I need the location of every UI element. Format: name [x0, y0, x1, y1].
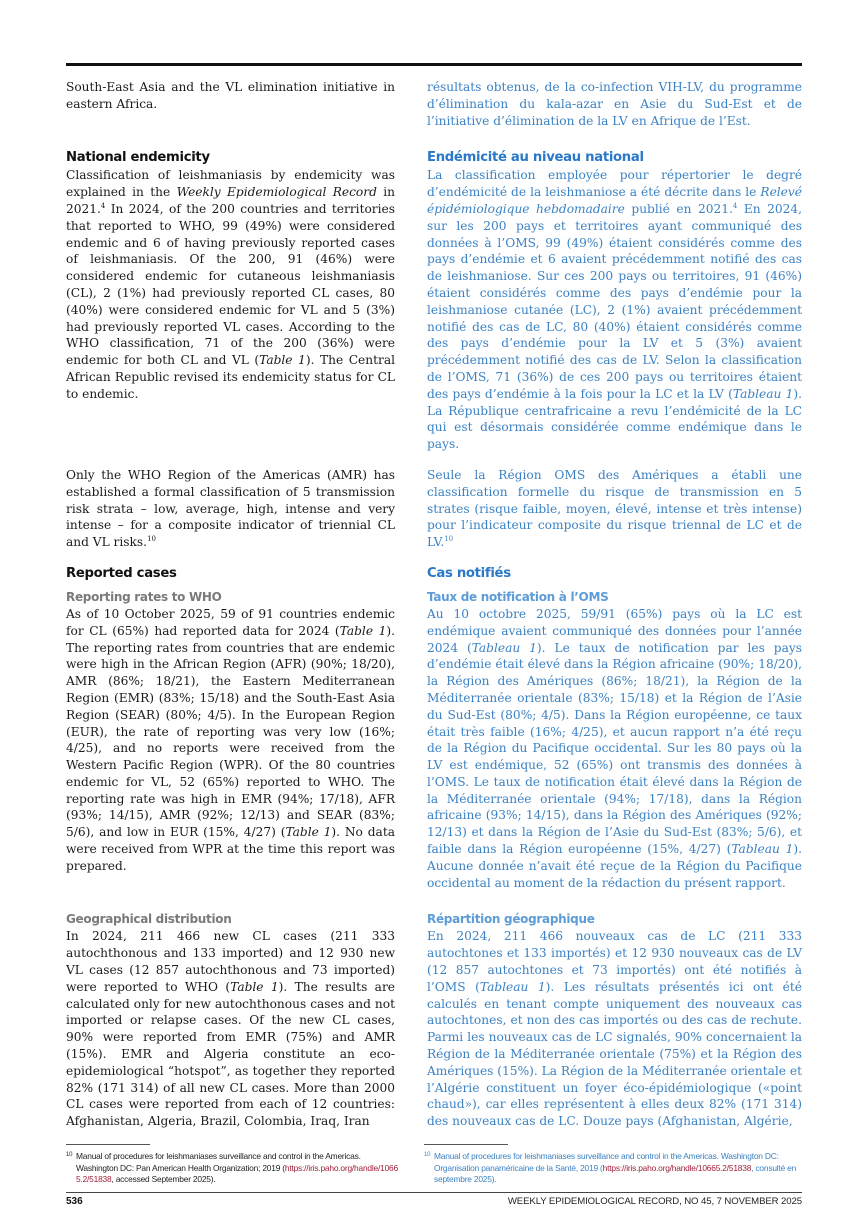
text: ). The Central African Republic revised its endemicity status for CL to endemic. [66, 353, 395, 401]
footnote-number: 10 [424, 1152, 431, 1158]
text: ). No data were received from WPR at the time this report was prepared. [66, 825, 395, 873]
text: , consulté en septembre 2025). [434, 1162, 797, 1184]
top-rule [66, 63, 802, 66]
text: ). Aucune donnée n’avait été reçue de la Région du Pacifique occidental au moment de la rédaction du présent rapport. [427, 842, 802, 890]
footnote-block-fr [424, 1144, 802, 1186]
text: ). La République centrafricaine a revu l’endémicité de la LC qui est désormais considérée comme endémique dans le pays. [427, 386, 803, 452]
footnote-number: 10 [66, 1152, 73, 1158]
table-ref: Table 1 [259, 353, 306, 368]
footnote-link[interactable]: https://iris.paho.org/handle/10665.2/51838 [602, 1162, 752, 1173]
english-column-amr [66, 467, 395, 551]
footnote-ref: 10 [147, 535, 156, 544]
text: Manual of procedures for leishmaniases surveillance and control in the Americas. Washington DC: Organisation panaméricaine de la Santé, 2019 ( [434, 1151, 779, 1173]
french-column-amr [427, 467, 802, 551]
spacer [66, 129, 802, 149]
text: La classification employée pour répertorier le degré d’endémicité de la leishmaniose a été décrite dans le [427, 168, 802, 200]
row-intro [66, 79, 802, 129]
english-column-endemicity [66, 149, 395, 402]
footnote-ref: 4 [732, 201, 738, 210]
footnote-rule-fr [424, 1144, 508, 1145]
footnote-body [66, 1151, 401, 1186]
journal-title: Weekly Epidemiological Record [176, 185, 377, 200]
table-ref: Tableau 1 [731, 842, 794, 857]
text: ). The reporting rates from countries that are endemic were high in the African Region (AFR) (90%; 18/20), AMR (86%; 18/21), the Eastern Mediterranean Region (EMR) (83%; 15/18) and the South-East Asia Region (SEAR) (80%; 4/5). In the European Region (EUR), the rate of reporting was very low (16%; 4/25), and no reports were received from the Western Pacific Region (WPR). Of the 80 countries endemic for VL, 52 (65%) reported to WHO. The reporting rate was high in EMR (94%; 17/18), AFR (93%; 14/15), AMR (92%; 12/13) and SEAR (83%; 5/6), and low in EUR (15%, 4/27) ( [66, 623, 395, 840]
paragraph-national-endemicity-en [66, 167, 395, 402]
text: ). The results are calculated only for new autochthonous cases and not imported or relapse cases. Of the new CL cases, 90% were reported from EMR (75%) and AMR (15%). EMR and Algeria constitute an eco-epidemiological “hotspot”, as together they reported 82% (171 314) of all new CL cases. More than 2000 CL cases were reported from each of 12 countries: Afghanistan, Algeria, Brazil, Colombia, Iraq, Iran [66, 979, 395, 1129]
text: Au 10 octobre 2025, 59/91 (65%) pays où la LC est endémique avaient communiqué des données pour l’année 2024 ( [427, 606, 802, 655]
running-footer: WEEKLY EPIDEMIOLOGICAL RECORD, NO 45, 7 NOVEMBER 2025 [507, 1195, 802, 1207]
french-column-endemicity [427, 149, 802, 453]
paragraph-national-endemicity-fr [427, 167, 802, 453]
paragraph-amr-classification-en [66, 467, 395, 551]
paragraph-geographical-distribution-en [66, 928, 395, 1130]
table-ref: Table 1 [285, 825, 332, 840]
row-national-endemicity [66, 149, 802, 453]
text: Manual of procedures for leishmaniases surveillance and control in the Americas. Washington DC: Pan American Health Organization; 2019 ( [76, 1151, 361, 1173]
text: Only the WHO Region of the Americas (AMR) has established a formal classification of 5 transmission risk strata – low, average, high, intense and very intense – for a composite indicator of triennial CL and VL risks. [66, 467, 395, 550]
table-ref: Table 1 [339, 623, 387, 638]
footnote-body [424, 1151, 802, 1186]
row-reporting-rates [66, 565, 802, 892]
intro-tail-fr: résultats obtenus, de la co-infection VIH-LV, du programme d’élimination du kala-azar en Asie du Sud-Est et de l’initiative d’élimination de la LV en Afrique de l’Est. [427, 80, 802, 128]
subheading-repartition-geographique: Répartition géographique [427, 912, 595, 927]
page-footer [66, 1193, 802, 1227]
text: publié en 2021. [624, 201, 733, 216]
row-amr-classification [66, 467, 802, 551]
text: ). Les résultats présentés ici ont été calculés en tenant compte uniquement des nouveaux cas autochtones, et non des cas importés ou des cas de rechute. Parmi les nouveaux cas de LC signalés, 90% concernaient la Région de la Méditerranée orientale (75%) et la Région des Amériques (15%). La Région de la Méditerranée orientale et l’Algérie constituent un foyer éco-épidémiologique («point chaud»), car elles représentent à elles deux 82% (171 314) des nouveaux cas de LC. Douze pays (Afghanistan, Algérie, [427, 979, 802, 1129]
text: En 2024, 211 466 nouveaux cas de LC (211 333 autochtones et 133 importés) et 12 930 nouveaux cas de LV (12 857 autochtones et 73 importés) ont été notifiés à l’OMS ( [427, 929, 802, 994]
footnotes-row [66, 1144, 802, 1186]
table-ref: Table 1 [230, 979, 279, 994]
text: ). Le taux de notification par les pays d’endémie était élevé dans la Région africaine (90%; 18/20), la Région des Amériques (86%; 18/21), la Région de la Méditerranée orientale (83%; 15/18) et la Région de l’Asie du Sud-Est (80%; 4/5). Dans la Région européenne, ce taux était très faible (16%; 4/25), et aucun rapport n’a été reçu de la Région du Pacifique occidental. Sur les 80 pays où la LV est endémique, 52 (65%) ont transmis des données à l’OMS. Le taux de notification était élevé dans la Région de la Méditerranée orientale (94%; 17/18), dans la Région africaine (93%; 14/15), dans la Région des Amériques (92%; 12/13) et dans la Région de l’Asie du Sud-Est (83%; 5/6), et faible dans la Région européenne (15%, 4/27) ( [427, 640, 802, 857]
table-ref: Tableau 1 [479, 979, 546, 994]
heading-cas-notifies: Cas notifiés [427, 565, 511, 581]
english-column-geo [66, 911, 395, 1130]
table-ref: Tableau 1 [471, 640, 537, 655]
subheading-geographical-distribution: Geographical distribution [66, 912, 232, 927]
paragraph-reporting-rates-en [66, 606, 395, 875]
footnote-en [66, 1151, 401, 1186]
paragraph-reporting-rates-fr [427, 606, 802, 892]
subheading-taux-notification: Taux de notification à l’OMS [427, 589, 609, 604]
footnote-ref: 10 [444, 535, 454, 544]
text: Classification of leishmaniasis by endemicity was explained in the [66, 168, 395, 200]
text: In 2024, 211 466 new CL cases (211 333 autochthonous and 133 imported) and 12 930 new VL cases (12 857 autochthonous and 73 imported) were reported to WHO ( [66, 929, 395, 994]
heading-national-endemicity: National endemicity [66, 150, 210, 166]
footnote-fr [424, 1151, 802, 1186]
footnote-link[interactable]: https://iris.paho.org/handle/10665.2/51838 [76, 1162, 398, 1184]
text: En 2024, sur les 200 pays et territoires ayant communiqué des données à l’OMS, 99 (49%) étaient considérés comme des pays d’endémie et 6 avaient précédemment notifié des cas de leishmaniose. Sur ces 200 pays ou territoires, 91 (46%) étaient considérés comme des pays d’endémie pour la leishmaniose cutanée (LC), 2 (1%) avaient précédemment notifié des cas de LC, 80 (40%) étaient considérés comme des pays d’endémie pour la LV et 5 (3%) avaient précédemment notifié des cas de LV. Selon la classification de l’OMS, 71 (36%) de ces 200 pays ou territoires étaient des pays d’endémie à la fois pour la LC et la LV ( [427, 201, 802, 401]
table-ref: Tableau 1 [732, 386, 794, 401]
english-column-reporting [66, 565, 395, 875]
heading-reported-cases: Reported cases [66, 565, 177, 581]
intro-tail-en: South-East Asia and the VL elimination initiative in eastern Africa. [66, 80, 395, 111]
text: in 2021. [66, 185, 395, 216]
spacer [66, 891, 802, 911]
footnote-block-en [66, 1144, 401, 1186]
bilingual-columns [66, 79, 802, 1130]
page-number: 536 [66, 1195, 83, 1207]
row-geographical-distribution [66, 911, 802, 1130]
spacer [66, 551, 802, 565]
paragraph-geographical-distribution-fr [427, 928, 802, 1130]
text: As of 10 October 2025, 59 of 91 countries endemic for CL (65%) had reported data for 2024 ( [66, 606, 395, 638]
footer-zone [66, 1144, 802, 1227]
english-column-intro [66, 79, 395, 113]
paragraph-amr-classification-fr [427, 467, 802, 551]
text: , accessed September 2025). [111, 1174, 216, 1184]
text: In 2024, of the 200 countries and territories that reported to WHO, 99 (49%) were considered endemic and 6 of having previously reported cases of leishmaniasis. Of the 200, 91 (46%) were considered endemic for cutaneous leishmaniasis (CL), 2 (1%) had previously reported CL cases, 80 (40%) were considered endemic for VL and 5 (3%) had previously reported VL cases. According to the WHO classification, 71 of the 200 (36%) were endemic for both CL and VL ( [66, 201, 395, 368]
journal-title: Relevé épidémiologique hebdomadaire [427, 185, 802, 216]
text: Seule la Région OMS des Amériques a établi une classification formelle du risque de transmission en 5 strates (risque faible, moyen, élevé, intense et très intense) pour l’indicateur composite du risque triennal de LC et de LV. [427, 467, 802, 550]
footnote-ref: 4 [100, 201, 106, 210]
french-column-reporting [427, 565, 802, 892]
footnote-rule-en [66, 1144, 150, 1145]
french-column-geo [427, 911, 802, 1130]
french-column-intro [427, 79, 802, 129]
heading-endemicite: Endémicité au niveau national [427, 150, 644, 166]
spacer [66, 453, 802, 467]
subheading-reporting-rates: Reporting rates to WHO [66, 589, 222, 604]
